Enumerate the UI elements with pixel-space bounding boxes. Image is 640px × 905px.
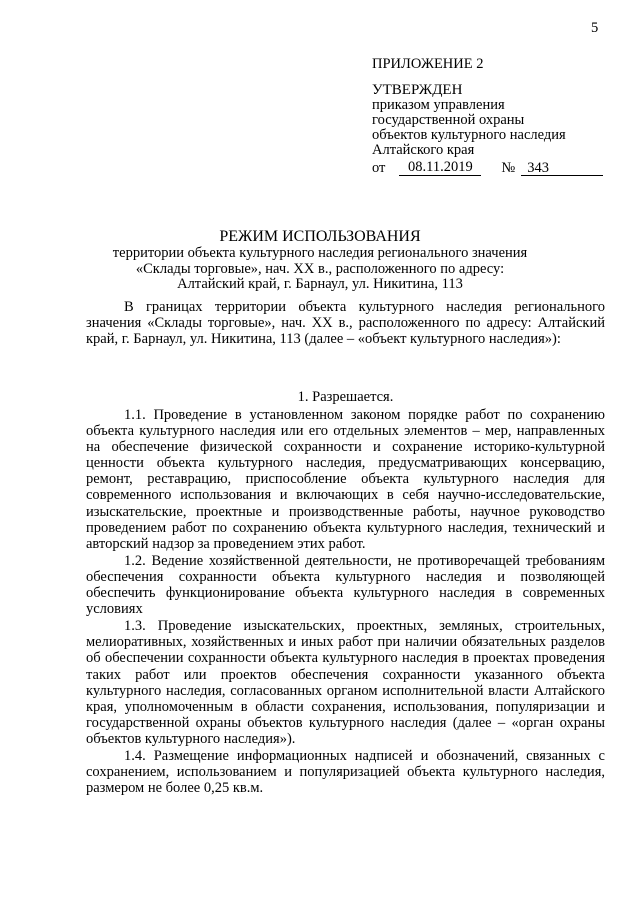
permitted-items (86, 407, 605, 797)
appendix-title: ПРИЛОЖЕНИЕ 2 (372, 56, 484, 72)
item-paragraph: 1.2. Ведение хозяйственной деятельности, не противоречащей требованиям обеспечения сохранности объекта культурного наследия и позволяющей обеспечить функционирование объекта культурного наследия в современных условиях (86, 552, 605, 618)
intro-paragraph-block (86, 299, 605, 347)
page-number: 5 (591, 20, 599, 36)
document-title (96, 228, 544, 293)
from-label: от (372, 160, 386, 176)
approval-line: приказом управления (372, 97, 505, 113)
number-label: № (501, 160, 516, 176)
order-number: 343 (521, 160, 603, 176)
approved-label: УТВЕРЖДЕН (372, 82, 463, 98)
intro-paragraph: В границах территории объекта культурного наследия регионального значения «Склады торговые», нач. XX в., расположенного по адресу: Алтайский край, г. Барнаул, ул. Никитина, 113 (далее – «объект культурного наследия»): (86, 299, 605, 348)
approval-stamp (372, 56, 622, 176)
section-heading: 1. Разрешается. (297, 389, 394, 405)
item-paragraph: 1.1. Проведение в установленном законом порядке работ по сохранению объекта культурного наследия или его отдельных элементов – мер, направленных на обеспечение физической сохранности и сохранение историко-культурной ценности объекта культурного наследия, предусматривающих консервацию, ремонт, реставрацию, приспособление объекта культурного наследия для современного использования и включающих в себя научно-исследовательские, изыскательские, проектные и производственные работы, научное руководство проведением работ по сохранению объекта культурного наследия, технический и авторский надзор за проведением этих работ. (86, 407, 605, 552)
item-paragraph: 1.3. Проведение изыскательских, проектных, земляных, строительных, мелиоративных, хозяйственных и иных работ при наличии обязательных разделов об обеспечении сохранности объекта культурного наследия в проектах проведения таких работ или проектов обеспечения сохранности указанного объекта культурного наследия, согласованных органом исполнительной власти Алтайского края, уполномоченным в области сохранения, использования, популяризации и государственной охраны объектов культурного наследия (далее – «орган охраны объектов культурного наследия»). (86, 618, 605, 747)
approval-line: объектов культурного наследия (372, 127, 566, 143)
item-paragraph: 1.4. Размещение информационных надписей и обозначений, связанных с сохранением, использованием и популяризацией объекта культурного наследия, размером не более 0,25 кв.м. (86, 747, 605, 797)
title-subline: Алтайский край, г. Барнаул, ул. Никитина, 113 (177, 276, 463, 292)
approval-line: Алтайского края (372, 142, 475, 158)
title-heading: РЕЖИМ ИСПОЛЬЗОВАНИЯ (219, 228, 421, 245)
order-date-line (372, 159, 622, 176)
approval-line: государственной охраны (372, 112, 525, 128)
title-subline: «Склады торговые», нач. XX в., расположенного по адресу: (135, 260, 505, 277)
order-date: 08.11.2019 (399, 159, 481, 176)
title-subline: территории объекта культурного наследия регионального значения (112, 245, 528, 261)
